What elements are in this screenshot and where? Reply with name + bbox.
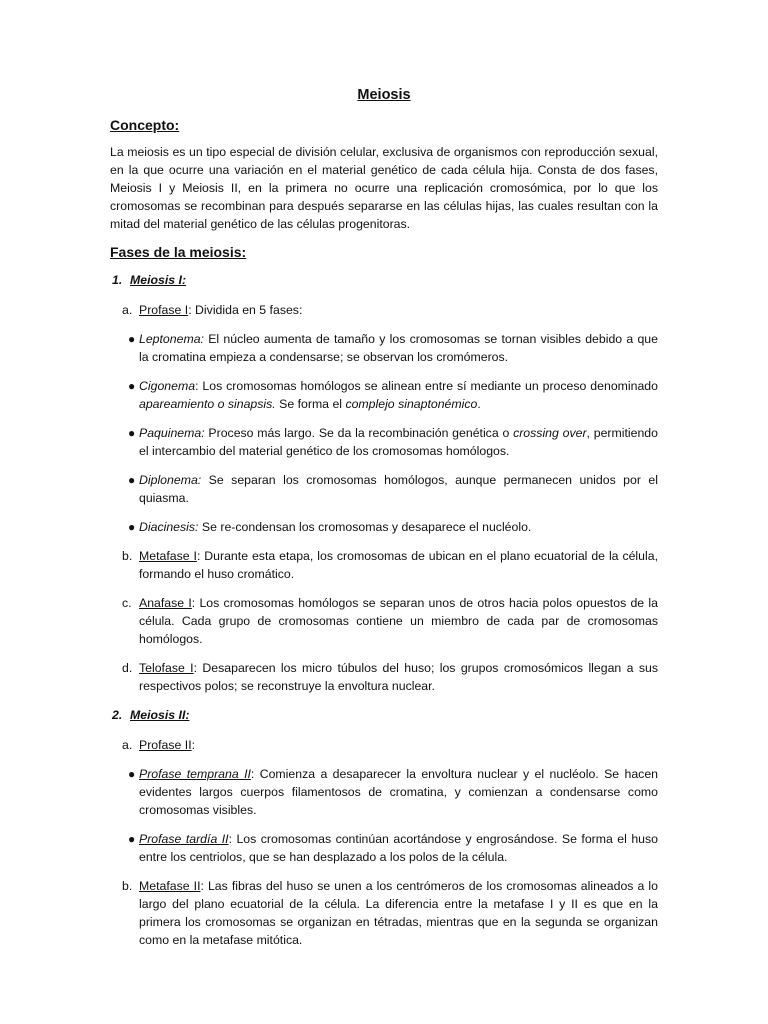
telofase-1-label: Telofase I [139, 661, 194, 675]
list-letter: a. [122, 303, 133, 317]
bullet-text: : Comienza a desaparecer la envoltura nuclear y el nucléolo. Se hacen evidentes largos cuerpos filamentosos de cromatina, y comienzan a condensarse como cromosomas visibles. [139, 767, 658, 817]
bullet-text: Se re-condensan los cromosomas y desaparece el nucléolo. [198, 520, 532, 534]
bullet-icon: ● [128, 332, 136, 346]
bullet-icon: ● [128, 832, 136, 846]
profase-2-label: Profase II [139, 738, 192, 752]
profase-2-text: : [191, 738, 196, 752]
list-item [110, 471, 658, 507]
metafase-1-text: : Durante esta etapa, los cromosomas de ubican en el plano ecuatorial de la célula, formando el huso cromático. [139, 549, 658, 581]
metafase-2-text: : Las fibras del huso se unen a los centrómeros de los cromosomas alineados a lo largo del plano ecuatorial de la célula. La diferencia entre la metafase I y II es que en la primera los cromosomas se organizan en tétradas, mientras que en la segunda se organizan como en la metafase mitótica. [139, 879, 658, 947]
list-letter: a. [122, 738, 133, 752]
bullet-text: El núcleo aumenta de tamaño y los cromosomas se tornan visibles debido a que la cromatina empieza a condensarse; se observan los cromómeros. [139, 332, 658, 364]
bullet-text: , permitiendo el intercambio del material genético de los cromosomas homólogos. [139, 426, 658, 458]
bullet-icon: ● [128, 426, 136, 440]
profase-1-label: Profase I [139, 303, 189, 317]
bullet-text: : Los cromosomas continúan acortándose y engrosándose. Se forma el huso entre los centriolos, que se han desplazado a los polos de la célula. [139, 832, 658, 864]
bullet-text: Se forma el [275, 397, 346, 411]
bullet-term: Cigonema [139, 379, 196, 393]
bullet-term: Diacinesis: [139, 520, 199, 534]
bullet-term: Leptonema: [139, 332, 204, 346]
meiosis-2-label: Meiosis II: [130, 708, 190, 722]
anafase-1-label: Anafase I [139, 596, 192, 610]
list-item [110, 518, 658, 536]
list-letter: b. [122, 549, 133, 563]
bullet-text: . [477, 397, 481, 411]
metafase-2-label: Metafase II [139, 879, 201, 893]
bullet-term: Diplonema: [139, 473, 202, 487]
profase-2-item [110, 736, 658, 754]
meiosis-1-number: 1. [112, 273, 123, 287]
fases-heading: Fases de la meiosis: [110, 244, 247, 260]
telofase-1-text: : Desaparecen los micro túbulos del huso; los grupos cromosómicos llegan a sus respectivos polos; se reconstruye la envoltura nuclear. [139, 661, 659, 693]
bullet-icon: ● [128, 473, 136, 487]
bullet-icon: ● [128, 767, 136, 781]
list-letter: d. [122, 661, 133, 675]
bullet-text: Se separan los cromosomas homólogos, aunque permanecen unidos por el quiasma. [139, 473, 658, 505]
list-item [110, 330, 658, 366]
bullet-icon: ● [128, 520, 136, 534]
bullet-emphasis: apareamiento o sinapsis. [139, 397, 276, 411]
list-item [110, 377, 658, 413]
bullet-term: Profase temprana II [139, 767, 251, 781]
bullet-icon: ● [128, 379, 136, 393]
bullet-text: : Los cromosomas homólogos se alinean entre sí mediante un proceso denominado [195, 379, 658, 393]
document-title: Meiosis [357, 87, 411, 103]
list-item [110, 765, 658, 819]
telofase-1-item [110, 659, 658, 695]
meiosis-2-number: 2. [112, 708, 123, 722]
list-item [110, 424, 658, 460]
concepto-paragraph: La meiosis es un tipo especial de división celular, exclusiva de organismos con reproducción sexual, en la que ocurre una variación en el material genético de cada célula hija. Consta de dos fases, Meiosis I y Meiosis II, en la primera no ocurre una replicación cromosómica, por lo que los cromosomas se recombinan para después separarse en las células hijas, las cuales resultan con la mitad del material genético de las células progenitoras. [110, 145, 658, 231]
profase-1-text: : Dividida en 5 fases: [188, 303, 303, 317]
bullet-term: Profase tardía II [139, 832, 229, 846]
list-letter: c. [122, 596, 132, 610]
profase-1-subphases [110, 330, 658, 536]
bullet-emphasis: complejo sinaptonémico [345, 397, 478, 411]
profase-1-item [110, 301, 658, 319]
metafase-2-item [110, 877, 658, 949]
meiosis-1-label: Meiosis I: [130, 273, 187, 287]
anafase-1-text: : Los cromosomas homólogos se separan unos de otros hacia polos opuestos de la célula. Cada grupo de cromosomas contiene un miembro de cada par de cromosomas homólogos. [139, 596, 658, 646]
list-letter: b. [122, 879, 133, 893]
anafase-1-item [110, 594, 658, 648]
meiosis-2-heading [112, 706, 658, 724]
bullet-text: Proceso más largo. Se da la recombinación genética o [204, 426, 514, 440]
profase-2-subphases [110, 765, 658, 866]
document-page [110, 86, 658, 960]
meiosis-1-heading [112, 271, 658, 289]
metafase-1-label: Metafase I [139, 549, 197, 563]
bullet-term: Paquinema: [139, 426, 205, 440]
bullet-emphasis: crossing over [513, 426, 587, 440]
concepto-heading: Concepto: [110, 117, 180, 133]
metafase-1-item [110, 547, 658, 583]
list-item [110, 830, 658, 866]
